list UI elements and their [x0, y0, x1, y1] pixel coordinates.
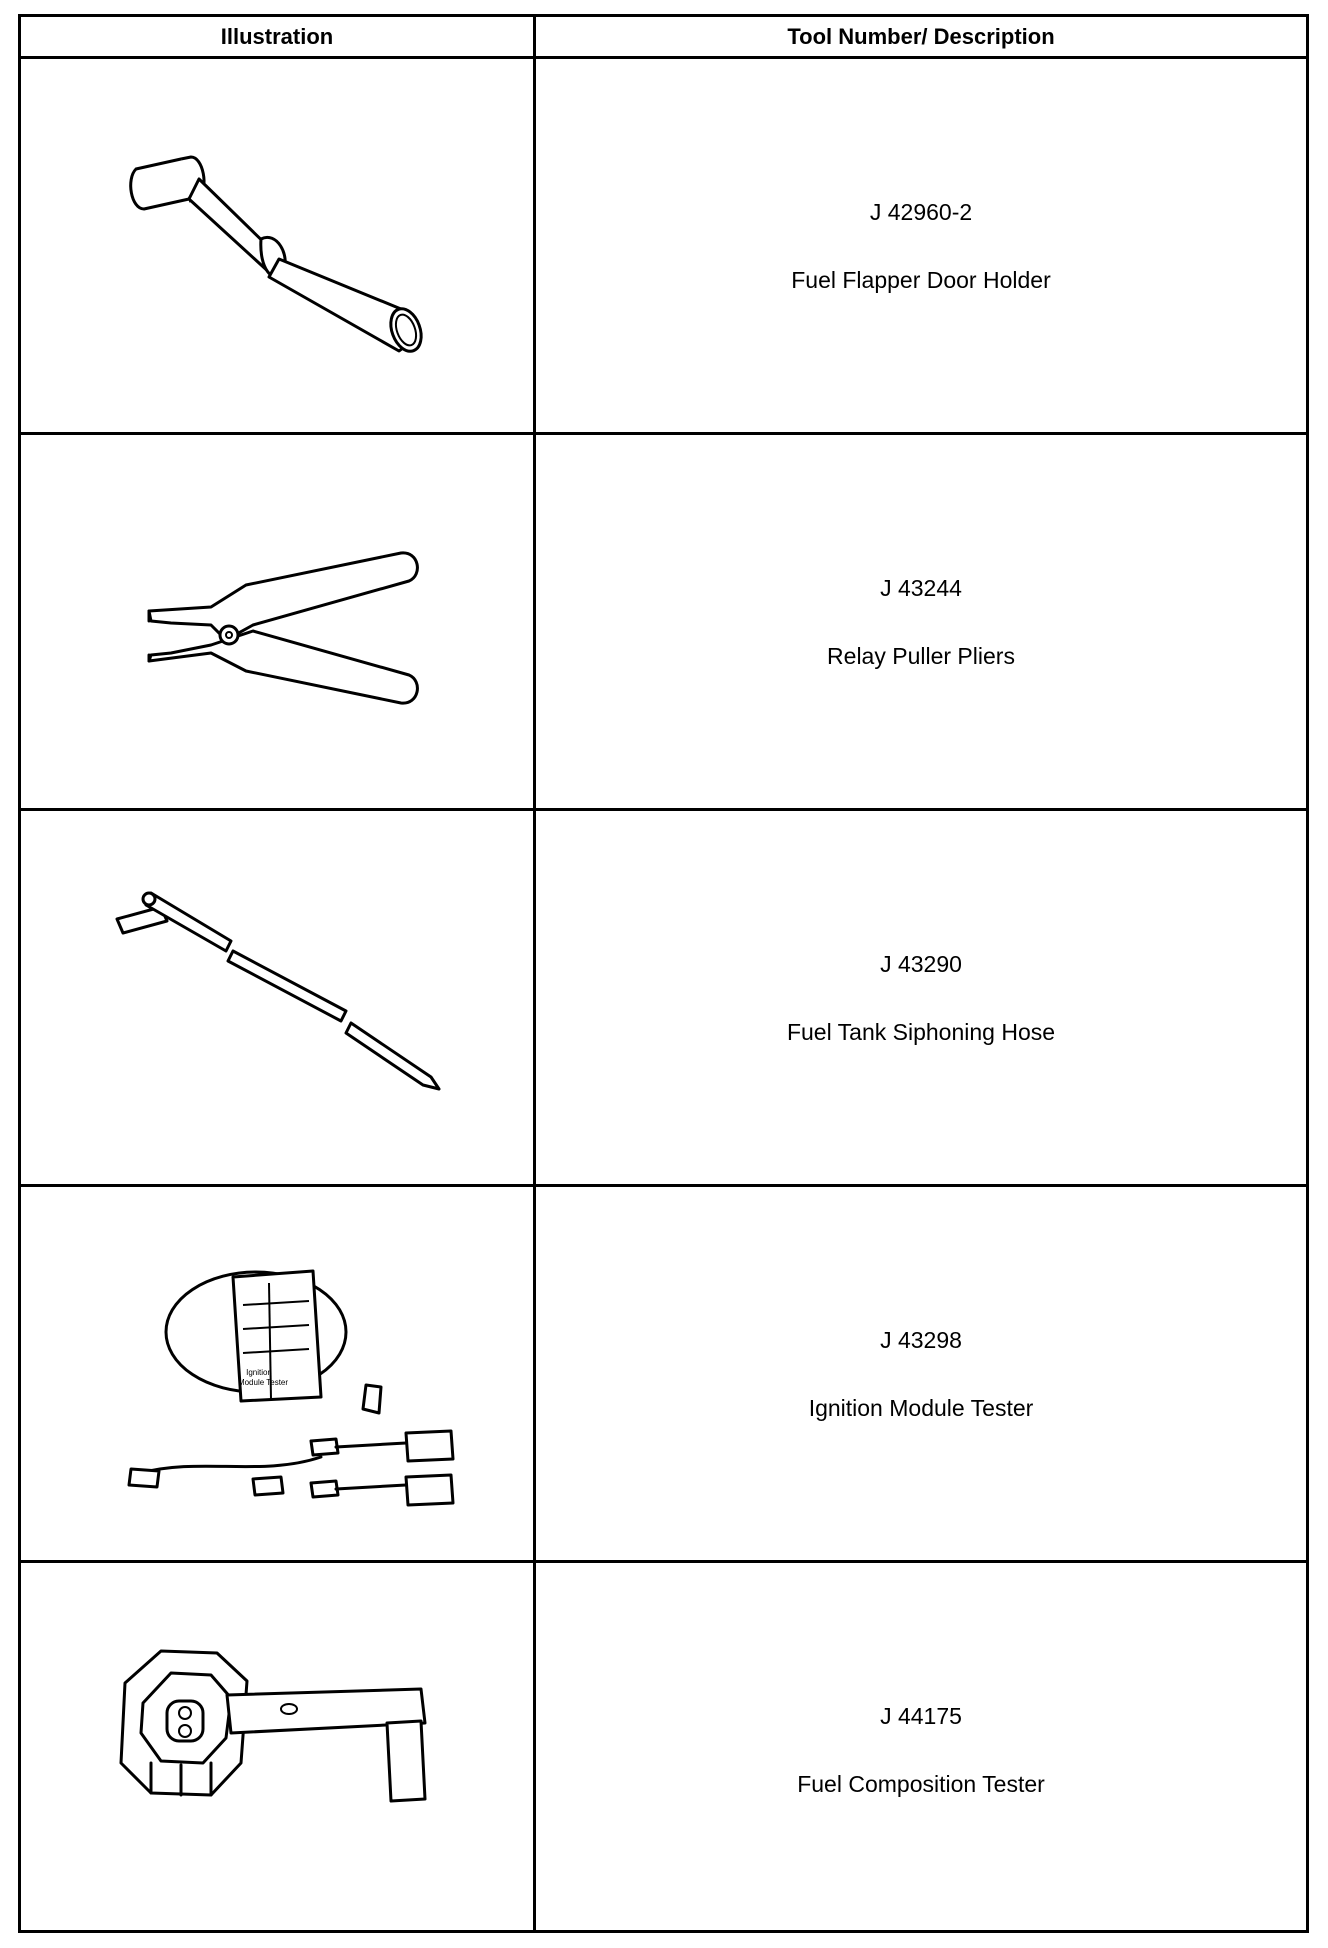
tool-description: Fuel Composition Tester — [797, 1771, 1045, 1797]
table-header — [21, 17, 1306, 59]
tool-number: J 44175 — [880, 1703, 962, 1729]
tool-description: Fuel Tank Siphoning Hose — [786, 1019, 1056, 1045]
table-row — [21, 811, 1306, 1184]
table-row — [21, 1187, 1306, 1560]
table-row — [21, 1563, 1306, 1930]
header-illustration: Illustration — [220, 24, 334, 49]
tool-number: J 43290 — [880, 951, 962, 977]
tester-label: Module Tester — [237, 1378, 289, 1387]
fuel-composition-tester-illustration — [21, 1563, 533, 1930]
header-tool-description: Tool Number/ Description — [787, 24, 1055, 49]
ignition-module-tester-illustration — [21, 1187, 533, 1560]
flapper-door-holder-illustration — [21, 59, 533, 432]
tool-description: Ignition Module Tester — [808, 1395, 1034, 1421]
tester-label: Ignition — [246, 1368, 272, 1377]
table-row — [21, 59, 1306, 432]
tool-description: Fuel Flapper Door Holder — [791, 267, 1051, 293]
relay-puller-pliers-illustration — [21, 435, 533, 808]
tool-number: J 43298 — [880, 1327, 962, 1353]
table-row — [21, 435, 1306, 808]
tool-description: Relay Puller Pliers — [827, 643, 1015, 669]
special-tools-table — [18, 14, 1309, 1933]
tool-number: J 42960-2 — [869, 199, 973, 225]
siphoning-hose-illustration — [21, 811, 533, 1184]
tool-number: J 43244 — [880, 575, 962, 601]
